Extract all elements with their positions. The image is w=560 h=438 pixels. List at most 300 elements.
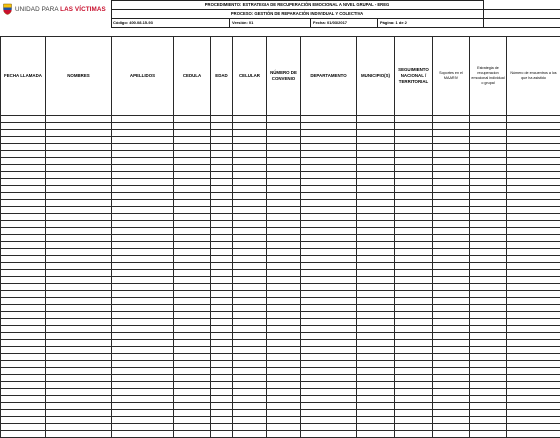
table-cell[interactable] — [433, 347, 470, 354]
table-cell[interactable] — [267, 354, 301, 361]
table-cell[interactable] — [1, 242, 46, 249]
table-cell[interactable] — [233, 368, 267, 375]
table-cell[interactable] — [433, 417, 470, 424]
table-cell[interactable] — [233, 291, 267, 298]
table-cell[interactable] — [267, 319, 301, 326]
table-cell[interactable] — [470, 214, 507, 221]
table-cell[interactable] — [112, 207, 174, 214]
table-cell[interactable] — [112, 256, 174, 263]
table-cell[interactable] — [1, 368, 46, 375]
table-cell[interactable] — [1, 291, 46, 298]
table-cell[interactable] — [233, 186, 267, 193]
table-cell[interactable] — [233, 172, 267, 179]
table-cell[interactable] — [470, 256, 507, 263]
table-cell[interactable] — [233, 130, 267, 137]
table-cell[interactable] — [174, 354, 211, 361]
table-cell[interactable] — [395, 277, 433, 284]
table-cell[interactable] — [267, 186, 301, 193]
table-cell[interactable] — [174, 200, 211, 207]
table-cell[interactable] — [112, 144, 174, 151]
table-cell[interactable] — [1, 333, 46, 340]
table-cell[interactable] — [211, 249, 233, 256]
table-cell[interactable] — [470, 319, 507, 326]
table-cell[interactable] — [357, 305, 395, 312]
table-cell[interactable] — [211, 312, 233, 319]
table-cell[interactable] — [507, 123, 560, 130]
table-cell[interactable] — [112, 235, 174, 242]
table-cell[interactable] — [233, 116, 267, 123]
table-cell[interactable] — [211, 165, 233, 172]
table-cell[interactable] — [233, 235, 267, 242]
table-cell[interactable] — [112, 179, 174, 186]
table-cell[interactable] — [433, 123, 470, 130]
table-cell[interactable] — [301, 389, 357, 396]
table-cell[interactable] — [1, 382, 46, 389]
table-cell[interactable] — [46, 291, 112, 298]
table-cell[interactable] — [301, 326, 357, 333]
table-cell[interactable] — [507, 116, 560, 123]
table-cell[interactable] — [233, 151, 267, 158]
table-cell[interactable] — [1, 123, 46, 130]
table-cell[interactable] — [357, 242, 395, 249]
table-cell[interactable] — [301, 410, 357, 417]
table-cell[interactable] — [211, 417, 233, 424]
table-cell[interactable] — [174, 403, 211, 410]
table-cell[interactable] — [301, 144, 357, 151]
table-cell[interactable] — [46, 165, 112, 172]
table-cell[interactable] — [395, 116, 433, 123]
table-cell[interactable] — [174, 130, 211, 137]
table-cell[interactable] — [395, 235, 433, 242]
table-cell[interactable] — [46, 221, 112, 228]
table-cell[interactable] — [233, 256, 267, 263]
table-cell[interactable] — [1, 340, 46, 347]
table-cell[interactable] — [211, 368, 233, 375]
table-cell[interactable] — [233, 319, 267, 326]
table-cell[interactable] — [174, 396, 211, 403]
table-cell[interactable] — [357, 277, 395, 284]
table-cell[interactable] — [174, 214, 211, 221]
table-cell[interactable] — [357, 333, 395, 340]
table-cell[interactable] — [46, 228, 112, 235]
table-cell[interactable] — [433, 403, 470, 410]
table-cell[interactable] — [211, 389, 233, 396]
table-cell[interactable] — [233, 326, 267, 333]
table-cell[interactable] — [46, 207, 112, 214]
table-cell[interactable] — [174, 382, 211, 389]
table-cell[interactable] — [112, 123, 174, 130]
table-cell[interactable] — [267, 242, 301, 249]
table-cell[interactable] — [174, 410, 211, 417]
table-cell[interactable] — [433, 284, 470, 291]
table-cell[interactable] — [211, 375, 233, 382]
table-cell[interactable] — [433, 340, 470, 347]
table-cell[interactable] — [301, 333, 357, 340]
table-cell[interactable] — [470, 116, 507, 123]
table-cell[interactable] — [211, 354, 233, 361]
table-cell[interactable] — [507, 277, 560, 284]
table-cell[interactable] — [174, 235, 211, 242]
table-cell[interactable] — [112, 312, 174, 319]
table-cell[interactable] — [1, 389, 46, 396]
table-cell[interactable] — [211, 151, 233, 158]
table-cell[interactable] — [46, 137, 112, 144]
table-cell[interactable] — [433, 312, 470, 319]
table-cell[interactable] — [357, 312, 395, 319]
table-cell[interactable] — [211, 403, 233, 410]
table-cell[interactable] — [267, 361, 301, 368]
table-cell[interactable] — [233, 354, 267, 361]
table-cell[interactable] — [395, 270, 433, 277]
table-cell[interactable] — [112, 319, 174, 326]
table-cell[interactable] — [301, 137, 357, 144]
table-cell[interactable] — [433, 319, 470, 326]
table-cell[interactable] — [507, 242, 560, 249]
table-cell[interactable] — [233, 158, 267, 165]
table-cell[interactable] — [470, 333, 507, 340]
table-cell[interactable] — [301, 214, 357, 221]
table-cell[interactable] — [46, 158, 112, 165]
table-cell[interactable] — [267, 298, 301, 305]
table-cell[interactable] — [357, 284, 395, 291]
table-cell[interactable] — [233, 382, 267, 389]
table-cell[interactable] — [301, 200, 357, 207]
table-cell[interactable] — [1, 284, 46, 291]
table-cell[interactable] — [470, 130, 507, 137]
table-cell[interactable] — [395, 333, 433, 340]
table-cell[interactable] — [395, 312, 433, 319]
table-cell[interactable] — [267, 193, 301, 200]
table-cell[interactable] — [46, 410, 112, 417]
table-cell[interactable] — [112, 228, 174, 235]
table-cell[interactable] — [174, 431, 211, 438]
table-cell[interactable] — [470, 277, 507, 284]
table-cell[interactable] — [433, 151, 470, 158]
table-cell[interactable] — [507, 130, 560, 137]
table-cell[interactable] — [1, 326, 46, 333]
table-cell[interactable] — [112, 270, 174, 277]
table-cell[interactable] — [395, 200, 433, 207]
table-cell[interactable] — [507, 221, 560, 228]
table-cell[interactable] — [174, 193, 211, 200]
table-cell[interactable] — [233, 361, 267, 368]
table-cell[interactable] — [46, 263, 112, 270]
table-cell[interactable] — [174, 151, 211, 158]
table-cell[interactable] — [174, 270, 211, 277]
table-cell[interactable] — [211, 277, 233, 284]
table-cell[interactable] — [395, 396, 433, 403]
table-cell[interactable] — [267, 333, 301, 340]
table-cell[interactable] — [46, 389, 112, 396]
table-cell[interactable] — [357, 249, 395, 256]
table-cell[interactable] — [357, 228, 395, 235]
table-cell[interactable] — [507, 249, 560, 256]
table-cell[interactable] — [357, 326, 395, 333]
table-cell[interactable] — [470, 249, 507, 256]
table-cell[interactable] — [112, 389, 174, 396]
table-cell[interactable] — [46, 375, 112, 382]
table-cell[interactable] — [174, 158, 211, 165]
table-cell[interactable] — [211, 228, 233, 235]
table-cell[interactable] — [233, 179, 267, 186]
table-cell[interactable] — [112, 137, 174, 144]
table-cell[interactable] — [395, 249, 433, 256]
table-cell[interactable] — [211, 193, 233, 200]
table-cell[interactable] — [357, 130, 395, 137]
table-cell[interactable] — [46, 277, 112, 284]
table-cell[interactable] — [395, 417, 433, 424]
table-cell[interactable] — [267, 123, 301, 130]
table-cell[interactable] — [507, 431, 560, 438]
table-cell[interactable] — [357, 270, 395, 277]
table-cell[interactable] — [507, 340, 560, 347]
table-cell[interactable] — [470, 424, 507, 431]
table-cell[interactable] — [46, 326, 112, 333]
table-cell[interactable] — [395, 137, 433, 144]
table-cell[interactable] — [357, 123, 395, 130]
table-cell[interactable] — [395, 431, 433, 438]
table-cell[interactable] — [174, 284, 211, 291]
table-cell[interactable] — [395, 403, 433, 410]
table-cell[interactable] — [507, 200, 560, 207]
table-cell[interactable] — [395, 354, 433, 361]
table-cell[interactable] — [267, 368, 301, 375]
table-cell[interactable] — [357, 179, 395, 186]
table-cell[interactable] — [301, 305, 357, 312]
table-cell[interactable] — [46, 179, 112, 186]
table-cell[interactable] — [46, 116, 112, 123]
table-cell[interactable] — [470, 151, 507, 158]
table-cell[interactable] — [433, 235, 470, 242]
table-cell[interactable] — [395, 130, 433, 137]
table-cell[interactable] — [395, 410, 433, 417]
table-cell[interactable] — [470, 389, 507, 396]
table-cell[interactable] — [470, 200, 507, 207]
table-cell[interactable] — [395, 368, 433, 375]
table-cell[interactable] — [301, 242, 357, 249]
table-cell[interactable] — [174, 326, 211, 333]
table-cell[interactable] — [301, 249, 357, 256]
table-cell[interactable] — [46, 312, 112, 319]
table-cell[interactable] — [470, 305, 507, 312]
table-cell[interactable] — [507, 214, 560, 221]
table-cell[interactable] — [395, 165, 433, 172]
table-cell[interactable] — [112, 193, 174, 200]
table-cell[interactable] — [470, 340, 507, 347]
table-cell[interactable] — [46, 214, 112, 221]
table-cell[interactable] — [112, 242, 174, 249]
table-cell[interactable] — [470, 228, 507, 235]
table-cell[interactable] — [357, 389, 395, 396]
table-cell[interactable] — [211, 319, 233, 326]
table-cell[interactable] — [174, 389, 211, 396]
table-cell[interactable] — [233, 200, 267, 207]
table-cell[interactable] — [1, 221, 46, 228]
table-cell[interactable] — [211, 284, 233, 291]
table-cell[interactable] — [357, 431, 395, 438]
table-cell[interactable] — [174, 319, 211, 326]
table-cell[interactable] — [233, 165, 267, 172]
table-cell[interactable] — [1, 375, 46, 382]
table-cell[interactable] — [233, 347, 267, 354]
table-cell[interactable] — [112, 277, 174, 284]
table-cell[interactable] — [46, 305, 112, 312]
table-cell[interactable] — [267, 165, 301, 172]
table-cell[interactable] — [433, 144, 470, 151]
table-cell[interactable] — [395, 221, 433, 228]
table-cell[interactable] — [357, 165, 395, 172]
table-cell[interactable] — [46, 403, 112, 410]
table-cell[interactable] — [433, 256, 470, 263]
table-cell[interactable] — [395, 263, 433, 270]
table-cell[interactable] — [46, 256, 112, 263]
table-cell[interactable] — [301, 319, 357, 326]
table-cell[interactable] — [301, 417, 357, 424]
table-cell[interactable] — [112, 326, 174, 333]
table-cell[interactable] — [46, 123, 112, 130]
table-cell[interactable] — [470, 361, 507, 368]
table-cell[interactable] — [433, 193, 470, 200]
table-cell[interactable] — [46, 270, 112, 277]
table-cell[interactable] — [1, 137, 46, 144]
table-cell[interactable] — [267, 382, 301, 389]
table-cell[interactable] — [174, 116, 211, 123]
table-cell[interactable] — [507, 375, 560, 382]
table-cell[interactable] — [1, 186, 46, 193]
table-cell[interactable] — [267, 375, 301, 382]
table-cell[interactable] — [470, 410, 507, 417]
table-cell[interactable] — [233, 214, 267, 221]
table-cell[interactable] — [211, 431, 233, 438]
table-cell[interactable] — [267, 396, 301, 403]
table-cell[interactable] — [433, 158, 470, 165]
table-cell[interactable] — [433, 116, 470, 123]
table-cell[interactable] — [470, 221, 507, 228]
table-cell[interactable] — [507, 263, 560, 270]
table-cell[interactable] — [112, 340, 174, 347]
table-cell[interactable] — [395, 424, 433, 431]
table-cell[interactable] — [1, 396, 46, 403]
table-cell[interactable] — [267, 130, 301, 137]
table-cell[interactable] — [357, 424, 395, 431]
table-cell[interactable] — [1, 235, 46, 242]
table-cell[interactable] — [267, 200, 301, 207]
table-cell[interactable] — [267, 228, 301, 235]
table-cell[interactable] — [301, 263, 357, 270]
table-cell[interactable] — [470, 403, 507, 410]
table-cell[interactable] — [470, 123, 507, 130]
table-cell[interactable] — [1, 417, 46, 424]
table-cell[interactable] — [301, 193, 357, 200]
table-cell[interactable] — [357, 410, 395, 417]
table-cell[interactable] — [1, 410, 46, 417]
table-cell[interactable] — [46, 333, 112, 340]
table-cell[interactable] — [1, 207, 46, 214]
table-cell[interactable] — [470, 179, 507, 186]
table-cell[interactable] — [301, 375, 357, 382]
table-cell[interactable] — [211, 298, 233, 305]
table-cell[interactable] — [357, 319, 395, 326]
table-cell[interactable] — [1, 424, 46, 431]
table-cell[interactable] — [470, 284, 507, 291]
table-cell[interactable] — [174, 368, 211, 375]
table-cell[interactable] — [507, 193, 560, 200]
table-cell[interactable] — [507, 361, 560, 368]
table-cell[interactable] — [211, 172, 233, 179]
table-cell[interactable] — [211, 116, 233, 123]
table-cell[interactable] — [211, 263, 233, 270]
table-cell[interactable] — [470, 270, 507, 277]
table-cell[interactable] — [112, 200, 174, 207]
table-cell[interactable] — [507, 179, 560, 186]
table-cell[interactable] — [1, 200, 46, 207]
table-cell[interactable] — [174, 186, 211, 193]
table-cell[interactable] — [395, 375, 433, 382]
table-cell[interactable] — [395, 340, 433, 347]
table-cell[interactable] — [507, 284, 560, 291]
table-cell[interactable] — [174, 228, 211, 235]
table-cell[interactable] — [112, 158, 174, 165]
table-cell[interactable] — [46, 249, 112, 256]
table-cell[interactable] — [433, 424, 470, 431]
table-cell[interactable] — [433, 354, 470, 361]
table-cell[interactable] — [357, 207, 395, 214]
table-cell[interactable] — [301, 382, 357, 389]
table-cell[interactable] — [174, 277, 211, 284]
table-cell[interactable] — [395, 158, 433, 165]
table-cell[interactable] — [267, 144, 301, 151]
table-cell[interactable] — [46, 431, 112, 438]
table-cell[interactable] — [470, 158, 507, 165]
table-cell[interactable] — [174, 333, 211, 340]
table-cell[interactable] — [395, 151, 433, 158]
table-cell[interactable] — [211, 326, 233, 333]
table-cell[interactable] — [395, 228, 433, 235]
table-cell[interactable] — [507, 347, 560, 354]
table-cell[interactable] — [301, 235, 357, 242]
table-cell[interactable] — [267, 347, 301, 354]
table-cell[interactable] — [267, 340, 301, 347]
table-cell[interactable] — [395, 179, 433, 186]
table-cell[interactable] — [433, 410, 470, 417]
table-cell[interactable] — [507, 235, 560, 242]
table-cell[interactable] — [301, 284, 357, 291]
table-cell[interactable] — [395, 319, 433, 326]
table-cell[interactable] — [1, 431, 46, 438]
table-cell[interactable] — [1, 249, 46, 256]
table-cell[interactable] — [357, 368, 395, 375]
table-cell[interactable] — [233, 137, 267, 144]
table-cell[interactable] — [301, 312, 357, 319]
table-cell[interactable] — [233, 424, 267, 431]
table-cell[interactable] — [46, 340, 112, 347]
table-cell[interactable] — [46, 186, 112, 193]
table-cell[interactable] — [112, 221, 174, 228]
table-cell[interactable] — [470, 172, 507, 179]
table-cell[interactable] — [211, 396, 233, 403]
table-cell[interactable] — [301, 207, 357, 214]
table-cell[interactable] — [112, 151, 174, 158]
table-cell[interactable] — [433, 249, 470, 256]
table-cell[interactable] — [112, 172, 174, 179]
table-cell[interactable] — [433, 431, 470, 438]
table-cell[interactable] — [46, 298, 112, 305]
table-cell[interactable] — [112, 186, 174, 193]
table-cell[interactable] — [211, 256, 233, 263]
table-cell[interactable] — [507, 298, 560, 305]
table-cell[interactable] — [301, 256, 357, 263]
table-cell[interactable] — [233, 270, 267, 277]
